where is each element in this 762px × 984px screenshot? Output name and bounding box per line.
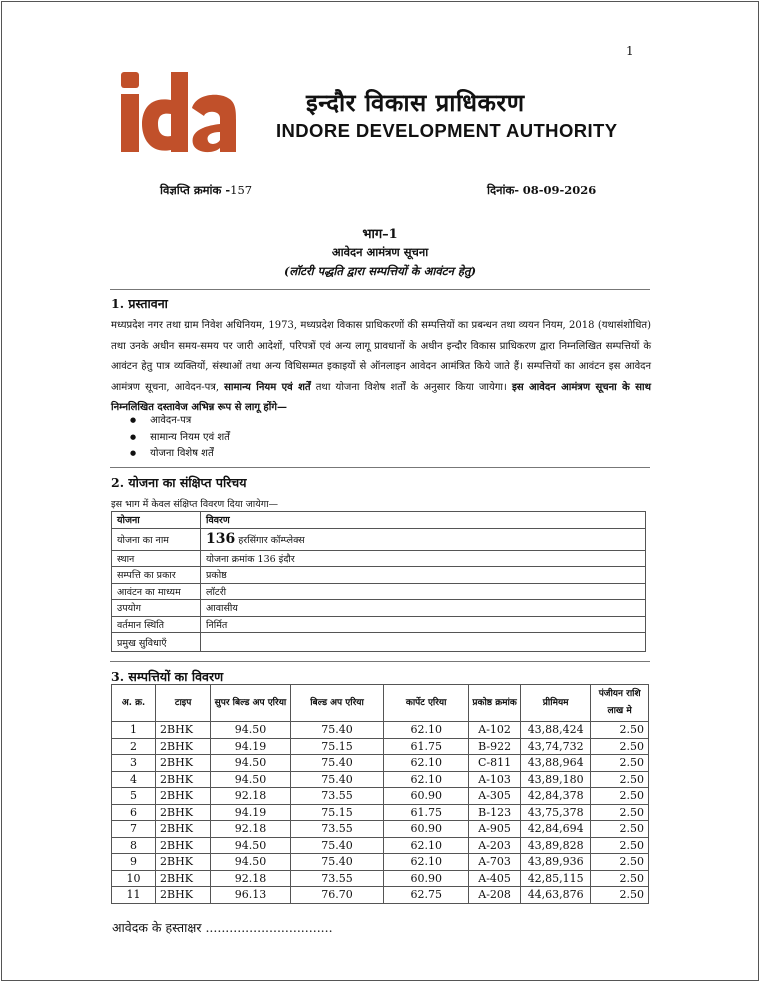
table-cell: 4	[112, 771, 156, 788]
table-cell: 2BHK	[156, 821, 211, 838]
divider	[110, 661, 650, 662]
table-cell: 2.50	[591, 722, 649, 739]
table-cell: 62.10	[384, 755, 469, 772]
table-cell: 3	[112, 755, 156, 772]
section2-intro: इस भाग में केवल संक्षिप्त विवरण दिया जायेगा—	[111, 499, 279, 510]
table-cell: 43,74,732	[521, 738, 591, 755]
table-cell: प्रमुख सुविधाएँ	[112, 633, 201, 652]
table-cell: 43,75,378	[521, 804, 591, 821]
scheme-name: हरसिंगार कॉम्प्लेक्स	[238, 535, 305, 546]
column-header: टाइप	[156, 685, 211, 722]
list-item: ● सामान्य नियम एवं शर्तें	[130, 429, 230, 446]
column-header: अ. क्र.	[112, 685, 156, 722]
column-header: योजना	[112, 512, 201, 529]
table-cell: A-405	[469, 870, 521, 887]
table-cell: 5	[112, 788, 156, 805]
table-cell: B-922	[469, 738, 521, 755]
list-item: ● आवेदन-पत्र	[130, 412, 230, 429]
notice-subtitle-lottery: (लॉटरी पद्धति द्वारा सम्पत्तियों के आवंटन हेतु)	[283, 264, 477, 278]
table-cell: 1	[112, 722, 156, 739]
section3-title: 3. सम्पत्तियों का विवरण	[111, 669, 224, 684]
table-cell: 94.50	[211, 755, 291, 772]
preamble-bold-docs: इस आवेदन आमंत्रण सूचना के साथ निम्नलिखित दस्तावेज अभिन्न रूप से लागू होंगे—	[111, 381, 651, 413]
table-cell: 2BHK	[156, 887, 211, 904]
signature-label: आवेदक के हस्ताक्षर	[112, 920, 202, 935]
column-header: बिल्ड अप एरिया	[290, 685, 384, 722]
scheme-number: 136	[206, 531, 236, 547]
notice-date-value: 08-09-2026	[522, 183, 597, 197]
table-cell: 75.40	[290, 771, 384, 788]
table-cell: 2BHK	[156, 771, 211, 788]
table-cell: योजना का नाम	[112, 528, 201, 550]
section1-title: 1. प्रस्तावना	[111, 296, 168, 311]
table-cell: आवासीय	[201, 600, 646, 617]
table-cell: 92.18	[211, 821, 291, 838]
column-header: प्रकोष्ठ क्रमांक	[469, 685, 521, 722]
table-cell: 43,88,964	[521, 755, 591, 772]
preamble-text-2: तथा योजना विशेष शर्तों के अनुसार किया जायेगा।	[315, 381, 507, 393]
table-cell: 60.90	[384, 870, 469, 887]
notice-number-value: 157	[230, 183, 253, 197]
section2-title: 2. योजना का संक्षिप्त परिचय	[111, 475, 247, 490]
table-cell: 61.75	[384, 804, 469, 821]
table-cell: A-305	[469, 788, 521, 805]
table-row	[112, 887, 649, 904]
table-cell: A-103	[469, 771, 521, 788]
table-cell: 92.18	[211, 870, 291, 887]
table-row	[112, 870, 649, 887]
document-list	[130, 412, 230, 462]
table-cell: 94.50	[211, 854, 291, 871]
table-header-row	[112, 512, 646, 529]
table-cell: 73.55	[290, 788, 384, 805]
table-cell: 60.90	[384, 788, 469, 805]
table-cell: A-208	[469, 887, 521, 904]
table-cell: 62.10	[384, 722, 469, 739]
notice-number-label: विज्ञप्ति क्रमांक -	[160, 183, 231, 197]
table-row	[112, 567, 646, 584]
table-cell: 96.13	[211, 887, 291, 904]
table-cell: 42,84,378	[521, 788, 591, 805]
table-cell: 2BHK	[156, 755, 211, 772]
table-cell: 43,88,424	[521, 722, 591, 739]
table-cell: 2.50	[591, 788, 649, 805]
notice-date-label: दिनांक-	[487, 183, 520, 197]
table-cell: 8	[112, 837, 156, 854]
table-cell: 2.50	[591, 870, 649, 887]
table-cell: 62.75	[384, 887, 469, 904]
table-cell: 60.90	[384, 821, 469, 838]
column-header: सुपर बिल्ड अप एरिया	[211, 685, 291, 722]
table-cell: A-703	[469, 854, 521, 871]
table-cell: 76.70	[290, 887, 384, 904]
table-cell: 94.19	[211, 804, 291, 821]
table-row	[112, 633, 646, 652]
table-cell: 61.75	[384, 738, 469, 755]
table-cell: 92.18	[211, 788, 291, 805]
table-cell: 43,89,180	[521, 771, 591, 788]
table-cell: 75.40	[290, 837, 384, 854]
table-cell: 2BHK	[156, 788, 211, 805]
table-row	[112, 837, 649, 854]
table-cell: A-102	[469, 722, 521, 739]
table-cell: सम्पत्ति का प्रकार	[112, 567, 201, 584]
table-cell: आवंटन का माध्यम	[112, 583, 201, 600]
table-cell: 2.50	[591, 821, 649, 838]
table-cell: 75.40	[290, 722, 384, 739]
table-cell: वर्तमान स्थिति	[112, 616, 201, 633]
table-cell: लॉटरी	[201, 583, 646, 600]
column-header: प्रीमियम	[521, 685, 591, 722]
table-cell: B-123	[469, 804, 521, 821]
table-cell: 75.40	[290, 854, 384, 871]
table-cell: 94.19	[211, 738, 291, 755]
column-header: कार्पेट एरिया	[384, 685, 469, 722]
table-cell: 75.15	[290, 804, 384, 821]
table-cell: 43,89,828	[521, 837, 591, 854]
divider	[110, 289, 650, 290]
table-cell: 2.50	[591, 738, 649, 755]
signature-dots: ................................	[205, 920, 333, 935]
table-cell: 2BHK	[156, 722, 211, 739]
table-row	[112, 788, 649, 805]
table-row	[112, 600, 646, 617]
table-cell: 73.55	[290, 821, 384, 838]
table-cell: 2.50	[591, 837, 649, 854]
notice-date	[487, 183, 596, 198]
table-cell: 42,85,115	[521, 870, 591, 887]
divider	[110, 467, 650, 468]
signature-line	[112, 919, 333, 936]
table-cell: 94.50	[211, 837, 291, 854]
column-header: विवरण	[201, 512, 646, 529]
table-cell: 2.50	[591, 755, 649, 772]
table-cell	[201, 633, 646, 652]
table-cell: 73.55	[290, 870, 384, 887]
table-cell: A-203	[469, 837, 521, 854]
notice-subtitle: आवेदन आमंत्रण सूचना	[331, 245, 429, 259]
table-cell: 2.50	[591, 771, 649, 788]
table-cell: 7	[112, 821, 156, 838]
table-cell: 43,89,936	[521, 854, 591, 871]
table-cell: योजना क्रमांक 136 इंदौर	[201, 550, 646, 567]
table-cell: निर्मित	[201, 616, 646, 633]
table-header-row	[112, 685, 649, 722]
table-cell: 62.10	[384, 771, 469, 788]
table-cell: 10	[112, 870, 156, 887]
table-row	[112, 722, 649, 739]
table-cell: 75.40	[290, 755, 384, 772]
list-item: ● योजना विशेष शर्तें	[130, 445, 230, 462]
table-cell: स्थान	[112, 550, 201, 567]
part-heading: भाग–1	[362, 227, 398, 242]
table-cell: 2BHK	[156, 738, 211, 755]
table-cell: 2.50	[591, 804, 649, 821]
preamble-text: मध्यप्रदेश नगर तथा ग्राम निवेश अधिनियम, 1973, मध्यप्रदेश विकास प्राधिकरणों की सम्पत्तियों का प्रबन्धन तथा व्ययन नियम, 2018 (यथासंशोधित) तथा उनके अधीन समय-समय पर जारी आदेशों, परिपत्रों एवं अन्य लागू प्रावधानों के अधीन इन्दौर विकास प्राधिकरण द्वारा निम्नलिखित सम्पत्तियों के आवंटन हेतु पात्र व्यक्तियों, संस्थाओं तथा अन्य विधिसम्मत इकाइयों से ऑनलाइन आवेदन आमंत्रित किये जाते हैं। सम्पत्तियों का आवंटन इस आवेदन आमंत्रण सूचना, आवेदन-पत्र,	[111, 320, 651, 393]
table-cell: 94.50	[211, 771, 291, 788]
org-title-english: INDORE DEVELOPMENT AUTHORITY	[276, 120, 618, 141]
table-row	[112, 583, 646, 600]
table-cell: 44,63,876	[521, 887, 591, 904]
table-cell: प्रकोष्ठ	[201, 567, 646, 584]
table-cell	[201, 528, 646, 550]
table-cell: 42,84,694	[521, 821, 591, 838]
ida-logo	[118, 72, 242, 154]
table-cell: 11	[112, 887, 156, 904]
table-cell: C-811	[469, 755, 521, 772]
table-row	[112, 738, 649, 755]
table-cell: उपयोग	[112, 600, 201, 617]
table-cell: 62.10	[384, 854, 469, 871]
table-row	[112, 755, 649, 772]
preamble-bold-rules: सामान्य नियम एवं शर्तें	[224, 381, 311, 393]
table-cell: A-905	[469, 821, 521, 838]
table-cell: 2.50	[591, 887, 649, 904]
notice-number	[160, 183, 252, 198]
preamble-paragraph	[111, 316, 651, 419]
table-cell: 9	[112, 854, 156, 871]
table-row	[112, 771, 649, 788]
table-cell: 2BHK	[156, 854, 211, 871]
table-cell: 75.15	[290, 738, 384, 755]
table-row	[112, 528, 646, 550]
table-row	[112, 854, 649, 871]
table-cell: 94.50	[211, 722, 291, 739]
org-title-hindi: इन्दौर विकास प्राधिकरण	[306, 88, 525, 117]
table-cell: 6	[112, 804, 156, 821]
table-cell: 2	[112, 738, 156, 755]
table-row	[112, 616, 646, 633]
table-row	[112, 550, 646, 567]
table-row	[112, 821, 649, 838]
table-cell: 2BHK	[156, 870, 211, 887]
column-header: पंजीयन राशि लाख मे	[591, 685, 649, 722]
table-cell: 2.50	[591, 854, 649, 871]
table-cell: 2BHK	[156, 804, 211, 821]
scheme-summary-table	[111, 511, 646, 652]
table-cell: 62.10	[384, 837, 469, 854]
property-details-table	[111, 684, 649, 904]
table-row	[112, 804, 649, 821]
table-cell: 2BHK	[156, 837, 211, 854]
page-number: 1	[626, 44, 634, 58]
